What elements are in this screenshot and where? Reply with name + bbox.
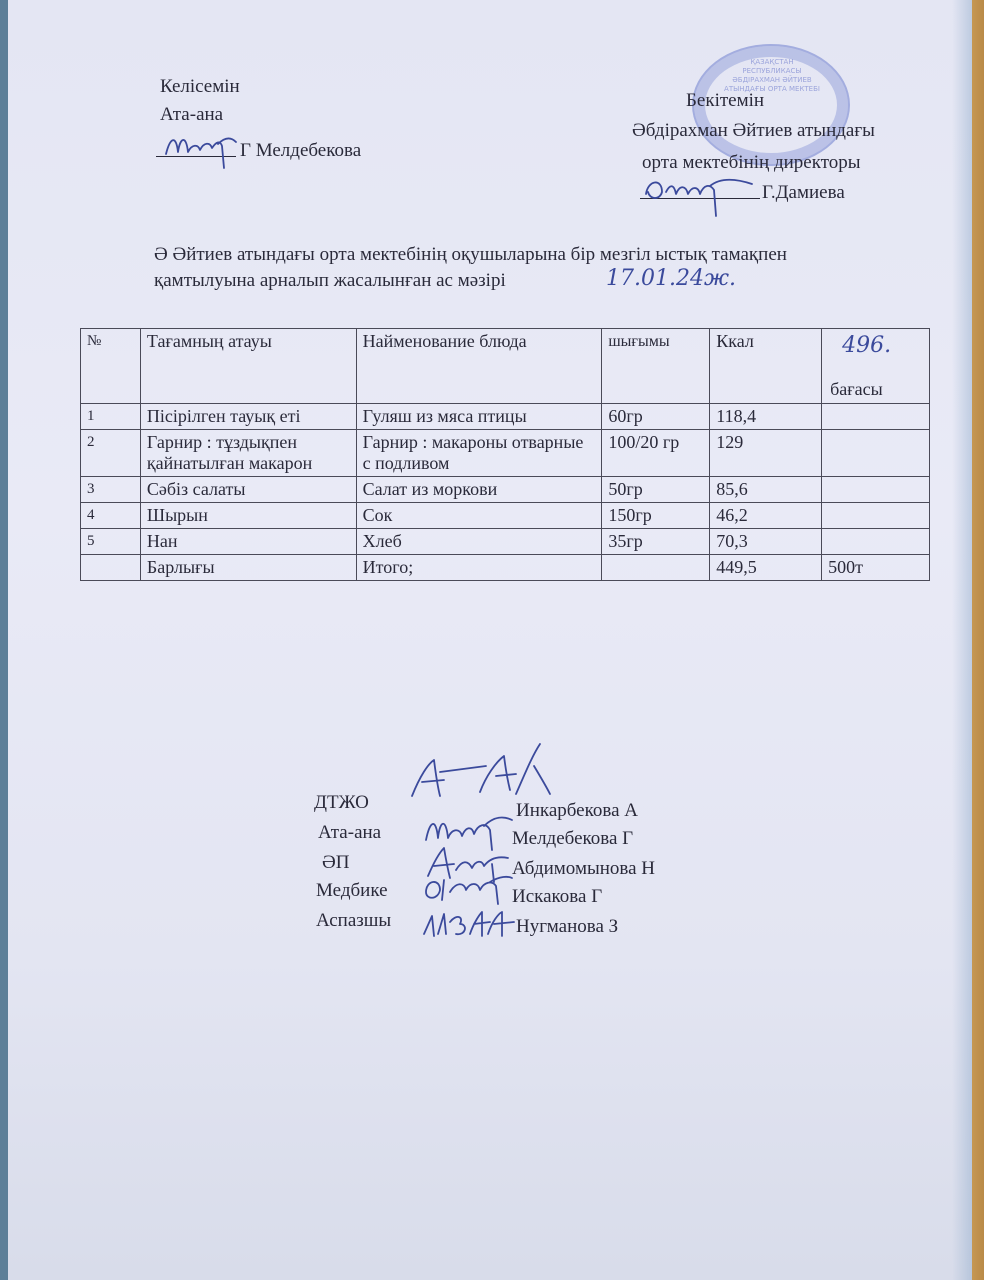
cell-portion xyxy=(602,555,710,581)
cell-price xyxy=(822,404,930,430)
handwritten-date: 17.01.24ж. xyxy=(606,266,736,291)
approval-school-name: Әбдірахман Әйтиев атындағы xyxy=(632,120,875,141)
signatory-role: Аспазшы xyxy=(316,910,392,931)
document-title-line2: қамтылуына арналып жасалынған ас мәзірі xyxy=(154,270,506,291)
director-signature xyxy=(640,170,760,222)
table-header-row xyxy=(81,329,930,404)
signatory-name: Инкарбекова А xyxy=(516,800,639,821)
header-dish-name-ru: Найменование блюда xyxy=(356,329,602,404)
signature-medbike xyxy=(416,868,514,908)
cell-total-label-kz: Барлығы xyxy=(140,555,356,581)
document-title-line1: Ә Әйтиев атындағы орта мектебінің оқушыларына бір мезгіл ыстық тамақпен xyxy=(154,244,787,265)
header-number: № xyxy=(81,329,141,404)
signature-aspazshy xyxy=(418,904,518,944)
cell-total-label-ru: Итого; xyxy=(356,555,602,581)
cell-number: 2 xyxy=(81,430,141,477)
table-row xyxy=(81,503,930,529)
cell-dish-kz: Гарнир : тұздықпен қайнатылған макарон xyxy=(140,430,356,477)
cell-number: 4 xyxy=(81,503,141,529)
header-price xyxy=(822,329,930,404)
header-kcal: Ккал xyxy=(710,329,822,404)
cell-dish-kz: Пісірілген тауық еті xyxy=(140,404,356,430)
table-total-row xyxy=(81,555,930,581)
cell-portion: 150гр xyxy=(602,503,710,529)
cell-kcal: 129 xyxy=(710,430,822,477)
cell-dish-kz: Нан xyxy=(140,529,356,555)
cell-price xyxy=(822,529,930,555)
cell-price xyxy=(822,503,930,529)
agreement-heading: Келісемін xyxy=(160,76,240,97)
cell-portion: 60гр xyxy=(602,404,710,430)
cell-kcal: 118,4 xyxy=(710,404,822,430)
cell-dish-ru: Сок xyxy=(356,503,602,529)
cell-portion: 50гр xyxy=(602,477,710,503)
signatory-role: Медбике xyxy=(316,880,388,901)
cell-dish-ru: Салат из моркови xyxy=(356,477,602,503)
approval-position: орта мектебінің директоры xyxy=(642,152,861,173)
cell-price xyxy=(822,477,930,503)
cell-dish-ru: Гуляш из мяса птицы xyxy=(356,404,602,430)
signatory-name: Нугманова З xyxy=(516,916,619,937)
cell-portion: 35гр xyxy=(602,529,710,555)
cell-number: 1 xyxy=(81,404,141,430)
director-name: Г.Дамиева xyxy=(762,182,845,203)
agreement-parent-name: Г Мелдебекова xyxy=(240,140,362,161)
document-sheet xyxy=(8,0,972,1280)
cell-kcal: 70,3 xyxy=(710,529,822,555)
signatory-name: Мелдебекова Г xyxy=(512,828,634,849)
header-dish-name-kz: Тағамның атауы xyxy=(140,329,356,404)
cell-total-price: 500т xyxy=(822,555,930,581)
cell-number: 3 xyxy=(81,477,141,503)
signatory-name: Абдимомынова Н xyxy=(512,858,656,879)
signature-dtzho xyxy=(400,736,560,808)
cell-total-kcal: 449,5 xyxy=(710,555,822,581)
menu-table xyxy=(80,328,930,581)
handwritten-price: 496. xyxy=(842,333,892,358)
approval-heading: Бекітемін xyxy=(686,90,765,111)
parent-signature xyxy=(158,124,240,176)
cell-dish-ru: Гарнир : макароны отварные с подливом xyxy=(356,430,602,477)
signatory-role: ӘП xyxy=(322,852,350,873)
cell-kcal: 85,6 xyxy=(710,477,822,503)
cell-dish-kz: Сәбіз салаты xyxy=(140,477,356,503)
cell-dish-kz: Шырын xyxy=(140,503,356,529)
agreement-parent-label: Ата-ана xyxy=(160,104,224,125)
signatory-role: Ата-ана xyxy=(318,822,382,843)
signatory-role: ДТЖО xyxy=(314,792,369,813)
table-row xyxy=(81,404,930,430)
table-row xyxy=(81,477,930,503)
signatory-name: Искакова Г xyxy=(512,886,603,907)
header-price-label: бағасы xyxy=(830,379,883,399)
table-row xyxy=(81,529,930,555)
cell-kcal: 46,2 xyxy=(710,503,822,529)
cell-price xyxy=(822,430,930,477)
cell-dish-ru: Хлеб xyxy=(356,529,602,555)
cell-portion: 100/20 гр xyxy=(602,430,710,477)
table-row xyxy=(81,430,930,477)
cell-number xyxy=(81,555,141,581)
header-portion: шығымы xyxy=(602,329,710,404)
cell-number: 5 xyxy=(81,529,141,555)
stamp-text: ҚАЗАҚСТАН РЕСПУБЛИКАСЫ ӘБДІРАХМАН ӘЙТИЕВ АТЫНДАҒЫ ОРТА МЕКТЕБІ xyxy=(724,58,820,93)
